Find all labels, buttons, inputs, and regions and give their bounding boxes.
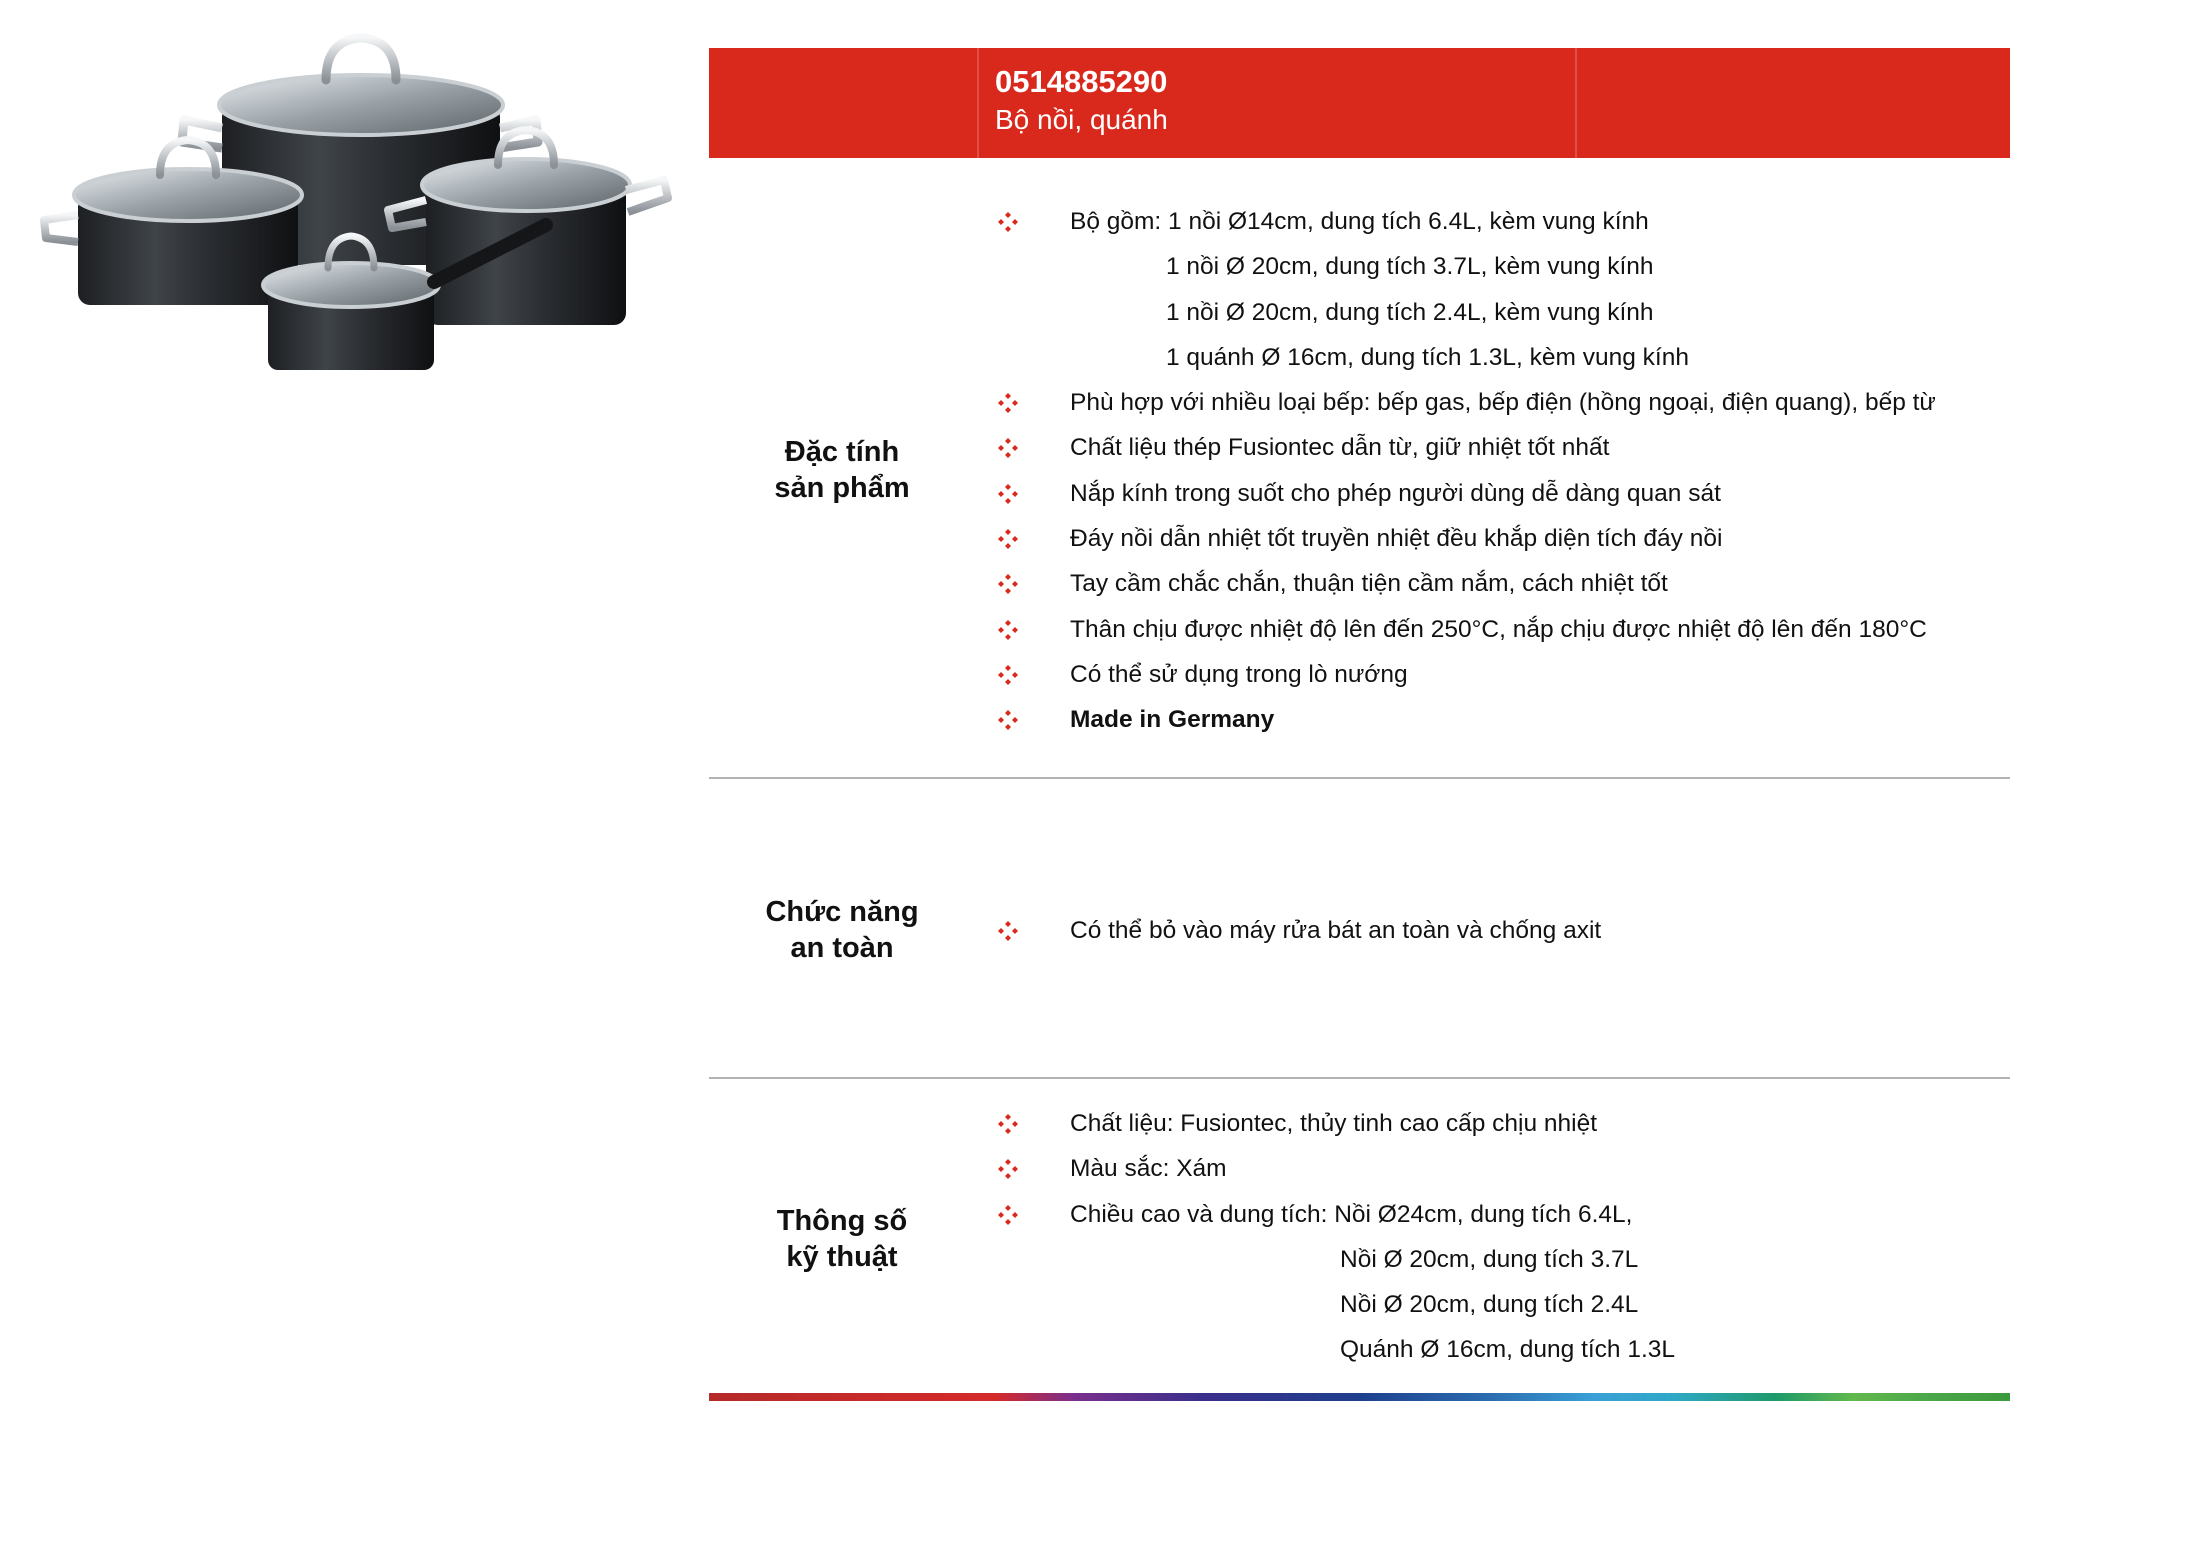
- list-item-text: Có thể bỏ vào máy rửa bát an toàn và chống axit: [1070, 917, 1602, 944]
- product-image: [36, 20, 686, 380]
- section-title-specs: [707, 1203, 977, 1275]
- list-item-text: Chiều cao và dung tích: Nồi Ø24cm, dung tích 6.4L,: [1070, 1200, 1633, 1228]
- list-item-text: Chất liệu thép Fusiontec dẫn từ, giữ nhiệt tốt nhất: [1070, 434, 1610, 462]
- bullet-diamond-icon: [998, 212, 1018, 232]
- bullet-diamond-icon: [998, 1159, 1018, 1179]
- list-item: [1004, 244, 2004, 289]
- section-title-line: sản phẩm: [774, 472, 910, 504]
- list-item-text: Có thể sử dụng trong lò nướng: [1070, 660, 1408, 688]
- section-title-line: an toàn: [790, 932, 894, 964]
- section-title-line: Thông số: [776, 1205, 908, 1237]
- list-item: [1004, 425, 2004, 470]
- bullet-diamond-icon: [998, 393, 1018, 413]
- bullet-diamond-icon: [998, 921, 1018, 941]
- list-item-text: 1 nồi Ø 20cm, dung tích 2.4L, kèm vung kính: [1166, 298, 1654, 326]
- section-title-features: [707, 434, 977, 506]
- list-item-text: Made in Germany: [1070, 706, 1275, 734]
- bullet-diamond-icon: [998, 484, 1018, 504]
- product-code: 0514885290: [995, 64, 1168, 99]
- list-item: [1004, 516, 2004, 561]
- list-item: [1004, 335, 2004, 380]
- list-item-text: Màu sắc: Xám: [1070, 1155, 1227, 1183]
- section-title-line: Chức năng: [765, 896, 919, 928]
- list-item: [1004, 652, 2004, 697]
- list-item: [1004, 908, 2004, 953]
- list-item-text: Nồi Ø 20cm, dung tích 2.4L: [1340, 1291, 1639, 1319]
- bullet-diamond-icon: [998, 1114, 1018, 1134]
- list-item: [1004, 697, 2004, 742]
- bullet-diamond-icon: [998, 574, 1018, 594]
- bullet-diamond-icon: [998, 529, 1018, 549]
- features-list: [1004, 199, 2004, 743]
- list-item-text: Nồi Ø 20cm, dung tích 3.7L: [1340, 1245, 1639, 1273]
- list-item: [1004, 1237, 2004, 1282]
- product-name: Bộ nồi, quánh: [995, 104, 1168, 135]
- list-item: [1004, 290, 2004, 335]
- section-divider: [709, 1077, 2010, 1079]
- specs-list: [1004, 1101, 2004, 1373]
- section-title-line: kỹ thuật: [786, 1241, 898, 1273]
- list-item-text: Nắp kính trong suốt cho phép người dùng dễ dàng quan sát: [1070, 479, 1721, 507]
- list-item-text: Chất liệu: Fusiontec, thủy tinh cao cấp chịu nhiệt: [1070, 1110, 1598, 1137]
- section-title-safety: [707, 894, 977, 966]
- list-item: [1004, 607, 2004, 652]
- list-item-text: Bộ gồm: 1 nồi Ø14cm, dung tích 6.4L, kèm vung kính: [1070, 208, 1649, 235]
- list-item: [1004, 199, 2004, 244]
- header-divider: [1575, 48, 1577, 158]
- list-item-text: 1 nồi Ø 20cm, dung tích 3.7L, kèm vung kính: [1166, 253, 1654, 281]
- section-divider: [709, 777, 2010, 779]
- safety-list: [1004, 908, 2004, 953]
- list-item: [1004, 1192, 2004, 1237]
- header-divider: [977, 48, 979, 158]
- footer-color-bar: [709, 1393, 2010, 1401]
- section-title-line: Đặc tính: [784, 436, 900, 468]
- bullet-diamond-icon: [998, 438, 1018, 458]
- bullet-diamond-icon: [998, 710, 1018, 730]
- list-item: [1004, 1327, 2004, 1372]
- list-item: [1004, 1101, 2004, 1146]
- list-item-text: Phù hợp với nhiều loại bếp: bếp gas, bếp điện (hồng ngoại, điện quang), bếp từ: [1070, 389, 1936, 417]
- list-item-text: Đáy nồi dẫn nhiệt tốt truyền nhiệt đều khắp diện tích đáy nồi: [1070, 525, 1723, 553]
- list-item: [1004, 1146, 2004, 1191]
- list-item-text: Thân chịu được nhiệt độ lên đến 250°C, nắp chịu được nhiệt độ lên đến 180°C: [1070, 615, 1927, 643]
- list-item-text: Tay cầm chắc chắn, thuận tiện cầm nắm, cách nhiệt tốt: [1070, 570, 1668, 598]
- bullet-diamond-icon: [998, 665, 1018, 685]
- list-item-text: 1 quánh Ø 16cm, dung tích 1.3L, kèm vung kính: [1166, 343, 1689, 371]
- bullet-diamond-icon: [998, 1205, 1018, 1225]
- list-item: [1004, 471, 2004, 516]
- list-item: [1004, 561, 2004, 606]
- header-band: [709, 48, 2010, 158]
- list-item-text: Quánh Ø 16cm, dung tích 1.3L: [1340, 1336, 1676, 1364]
- list-item: [1004, 1282, 2004, 1327]
- bullet-diamond-icon: [998, 620, 1018, 640]
- list-item: [1004, 380, 2004, 425]
